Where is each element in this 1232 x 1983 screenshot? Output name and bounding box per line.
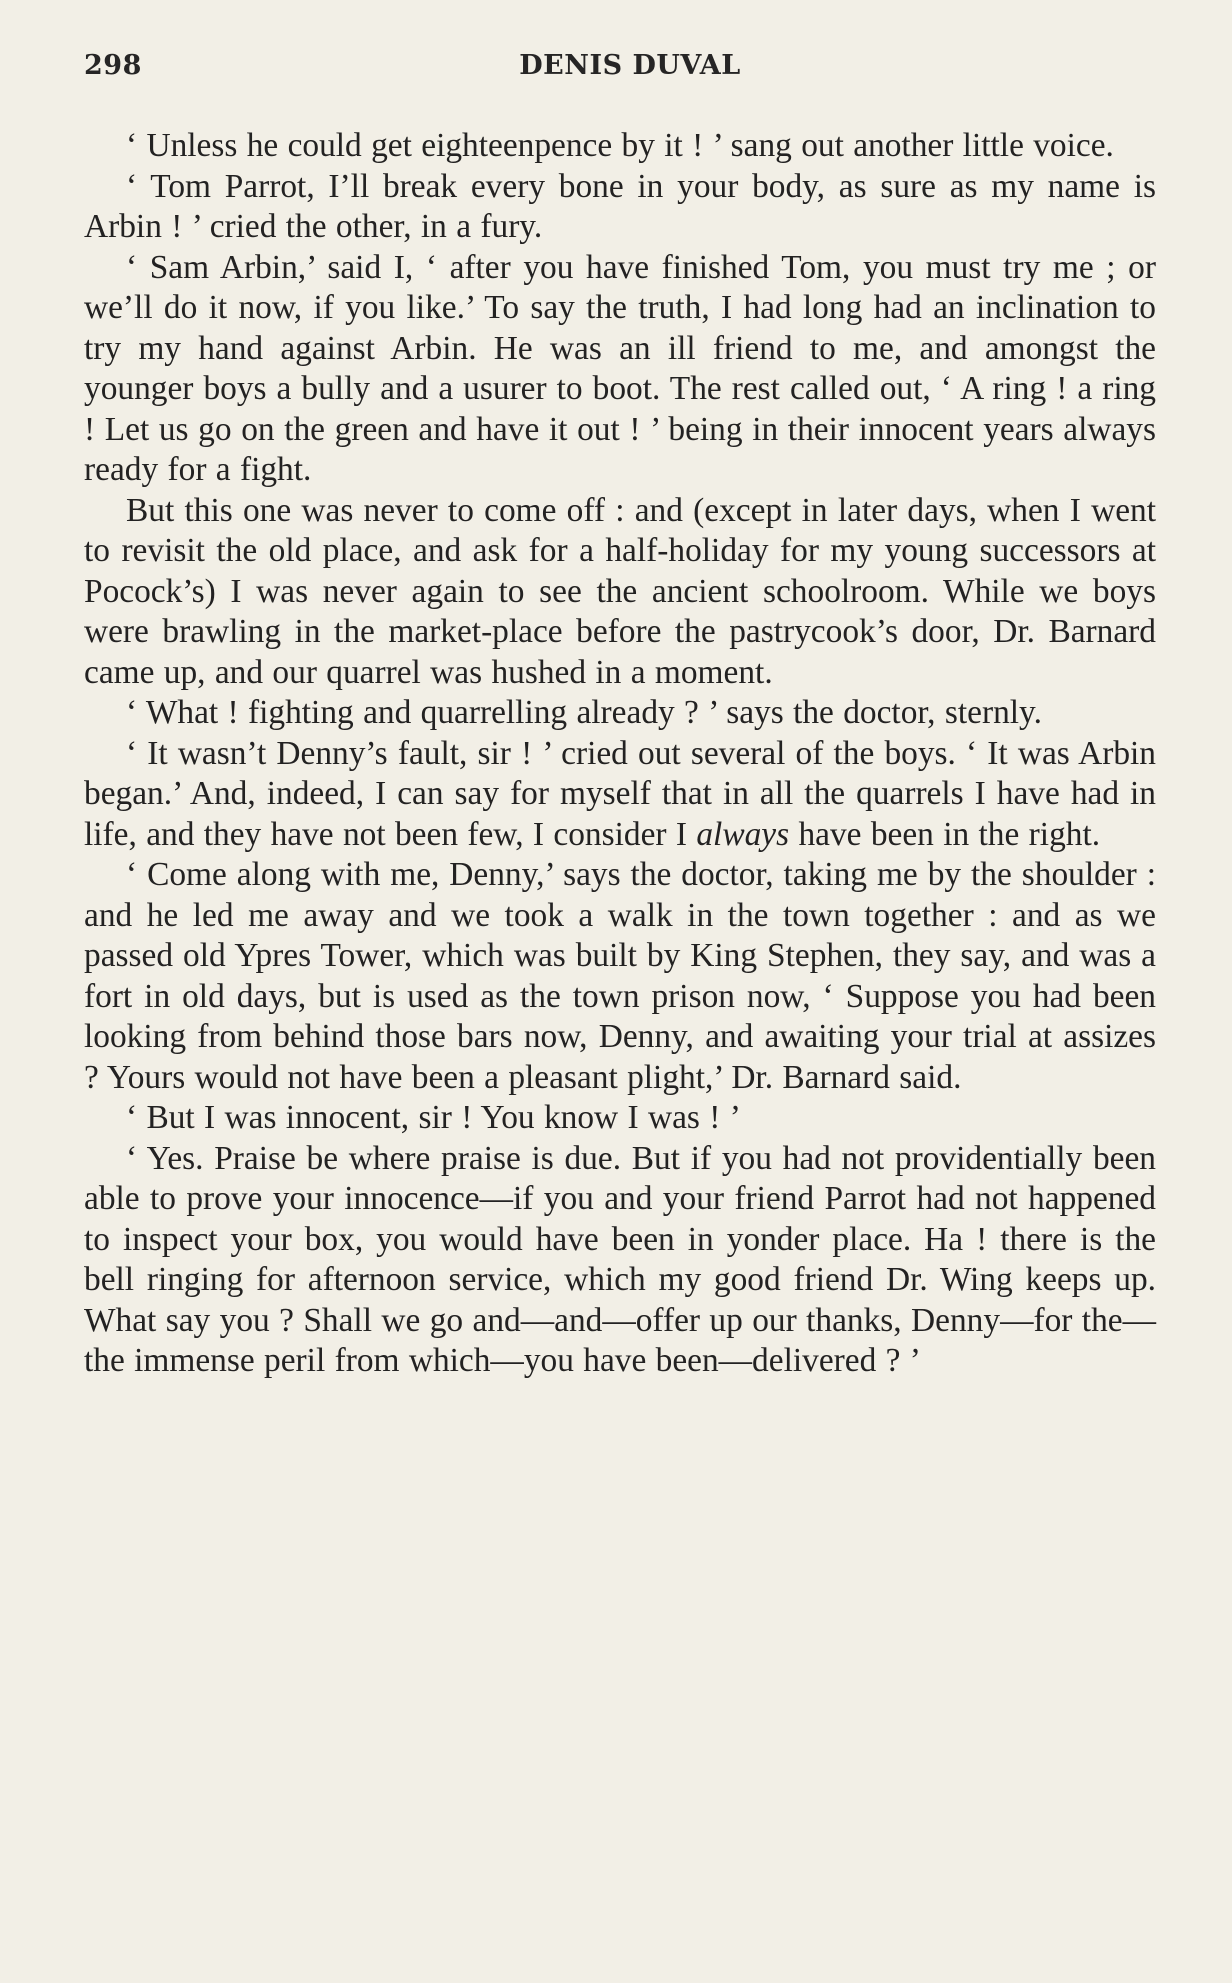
running-head: DENIS DUVAL xyxy=(519,50,741,81)
page-header xyxy=(84,46,1156,88)
paragraph: ‘ Yes. Praise be where praise is due. But if you had not providentially been able to prove your innocence—if you and your friend Parrot had not happened to inspect your box, you would have been in yonder place. Ha ! there is the bell ringing for afternoon service, which my good friend Dr. Wing keeps up. What say you ? Shall we go and—and—offer up our thanks, Denny—for the—the immense peril from which—you have been—delivered ? ’ xyxy=(84,1139,1156,1379)
paragraph: ‘ Sam Arbin,’ said I, ‘ after you have finished Tom, you must try me ; or we’ll do it now, if you like.’ To say the truth, I had long had an inclination to try my hand against Arbin. He was an ill friend to me, and amongst the younger boys a bully and a usurer to boot. The rest called out, ‘ A ring ! a ring ! Let us go on the green and have it out ! ’ being in their innocent years always ready for a fight. xyxy=(84,248,1156,488)
paragraph: ‘ Come along with me, Denny,’ says the doctor, taking me by the shoulder : and he led me away and we took a walk in the town together : and as we passed old Ypres Tower, which was built by King Stephen, they say, and was a fort in old days, but is used as the town prison now, ‘ Suppose you had been looking from behind those bars now, Denny, and awaiting your trial at assizes ? Yours would not have been a pleasant plight,’ Dr. Barnard said. xyxy=(84,856,1156,1096)
paragraph xyxy=(84,734,1156,856)
paragraph: But this one was never to come off : and (except in later days, when I went to revisit the old place, and ask for a half-holiday for my young successors at Pocock’s) I was never again to see the ancient schoolroom. While we boys were brawling in the market-place before the pastrycook’s door, Dr. Barnard came up, and our quarrel was hushed in a moment. xyxy=(84,491,1156,691)
body-text xyxy=(84,126,1156,1382)
paragraph: ‘ Tom Parrot, I’ll break every bone in your body, as sure as my name is Arbin ! ’ cried the other, in a fury. xyxy=(84,167,1156,245)
paragraph: ‘ But I was innocent, sir ! You know I was ! ’ xyxy=(126,1099,741,1136)
paragraph: ‘ Unless he could get eighteenpence by it ! ’ sang out another little voice. xyxy=(126,127,1114,164)
paragraph-text: ‘ It wasn’t Denny’s fault, sir ! ’ cried out several of the boys. ‘ It was Arbin began.’ And, indeed, I can say for myself that in all the quarrels I have had in life, and they have not been few, I consider I xyxy=(84,734,1156,853)
page-number: 298 xyxy=(84,50,142,81)
emphasis: always xyxy=(696,815,790,853)
paragraph: ‘ What ! fighting and quarrelling already ? ’ says the doctor, sternly. xyxy=(126,694,1042,731)
paragraph-text: have been in the right. xyxy=(789,815,1101,853)
